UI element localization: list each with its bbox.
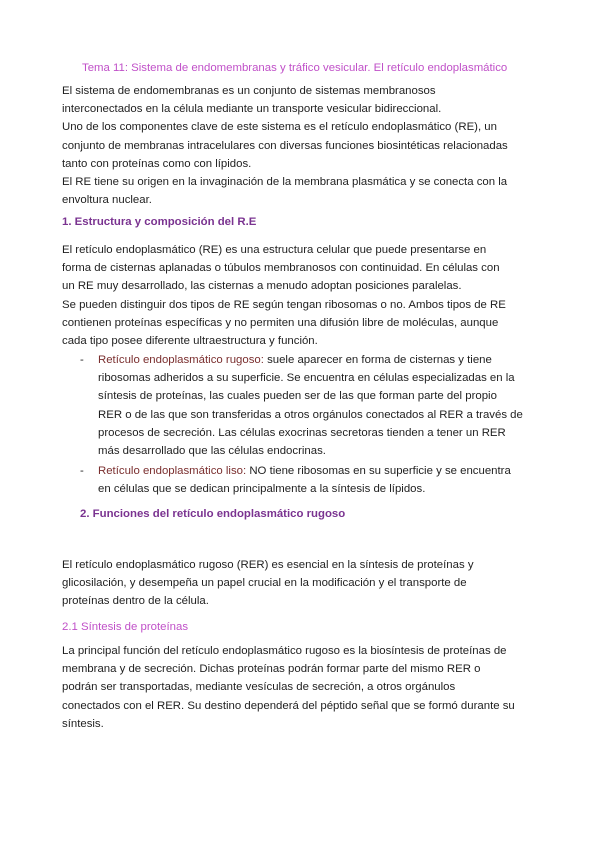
text-line: contienen proteínas específicas y no permiten una difusión libre de moléculas, aunque	[62, 317, 499, 330]
document-title: Tema 11: Sistema de endomembranas y tráfico vesicular. El retículo endoplasmático	[82, 62, 508, 74]
text-line: Uno de los componentes clave de este sistema es el retículo endoplasmático (RE), un	[62, 121, 497, 134]
text-fragment: NO tiene ribosomas en su superficie y se encuentra	[246, 465, 511, 477]
text-line: Se pueden distinguir dos tipos de RE según tengan ribosomas o no. Ambos tipos de RE	[62, 299, 506, 311]
text-line: síntesis.	[62, 717, 104, 730]
section-1-paragraph-2	[62, 296, 540, 351]
text-line: La principal función del retículo endoplasmático rugoso es la biosíntesis de proteínas de	[62, 645, 507, 657]
text-line: envoltura nuclear.	[62, 194, 152, 207]
text-line: El retículo endoplasmático (RE) es una estructura celular que puede presentarse en	[62, 244, 487, 256]
bullet-rel	[98, 462, 538, 498]
text-line: El sistema de endomembranas es un conjunto de sistemas membranosos	[62, 85, 436, 97]
text-line: forma de cisternas aplanadas o túbulos membranosos con continuidad. En células con	[62, 262, 500, 275]
text-fragment: suele aparecer en forma de cisternas y tiene	[263, 354, 492, 366]
text-line: procesos de secreción. Las células exocrinas secretoras tienden a tener un RER	[98, 426, 506, 439]
text-line: tanto con proteínas como con lípidos.	[62, 157, 252, 170]
text-line: un RE muy desarrollado, las cisternas a menudo adoptan posiciones paralelas.	[62, 280, 462, 293]
text-line	[98, 351, 538, 369]
text-line: cada tipo posee diferente ultraestructura y función.	[62, 335, 318, 348]
text-line: en células que se dedican principalmente a la síntesis de lípidos.	[98, 483, 426, 496]
text-line: membrana y de secreción. Dichas proteínas podrán formar parte del mismo RER o	[62, 663, 481, 676]
intro-paragraph	[62, 82, 540, 209]
bullet-rer	[98, 351, 538, 460]
term-rel: Retículo endoplasmático liso:	[98, 465, 247, 477]
text-line: proteínas dentro de la célula.	[62, 595, 209, 608]
section-1-paragraph-1	[62, 241, 540, 296]
text-line	[98, 462, 538, 480]
text-line: RER o de las que son transferidas a otros orgánulos conectados al RER a través de	[98, 408, 523, 421]
section-1-heading: 1. Estructura y composición del R.E	[62, 216, 257, 228]
text-line: síntesis de proteínas, las cuales pueden ser de las que forman parte del propio	[98, 390, 497, 403]
section-2-paragraph	[62, 556, 540, 611]
term-rer: Retículo endoplasmático rugoso:	[98, 354, 264, 366]
bullet-dash: -	[80, 465, 84, 477]
bullet-dash: -	[80, 354, 84, 366]
text-line: ribosomas adheridos a su superficie. Se encuentra en células especializadas en la	[98, 372, 515, 385]
text-line: interconectados en la célula mediante un transporte vesicular bidireccional.	[62, 103, 442, 116]
subsection-2-1-paragraph	[62, 642, 540, 733]
section-2-heading: 2. Funciones del retículo endoplasmático rugoso	[80, 508, 346, 520]
subsection-2-1-heading: 2.1 Síntesis de proteínas	[62, 621, 189, 633]
text-line: El RE tiene su origen en la invaginación de la membrana plasmática y se conecta con la	[62, 176, 508, 189]
text-line: glicosilación, y desempeña un papel crucial en la modificación y el transporte de	[62, 577, 467, 590]
text-line: conjunto de membranas intracelulares con diversas funciones biosintéticas relacionadas	[62, 139, 508, 152]
text-line: El retículo endoplasmático rugoso (RER) es esencial en la síntesis de proteínas y	[62, 559, 474, 571]
text-line: más desarrollado que las células endocrinas.	[98, 445, 326, 458]
text-line: podrán ser transportadas, mediante vesículas de secreción, a otros orgánulos	[62, 681, 456, 694]
text-line: conectados con el RER. Su destino dependerá del péptido señal que se formó durante su	[62, 699, 515, 712]
